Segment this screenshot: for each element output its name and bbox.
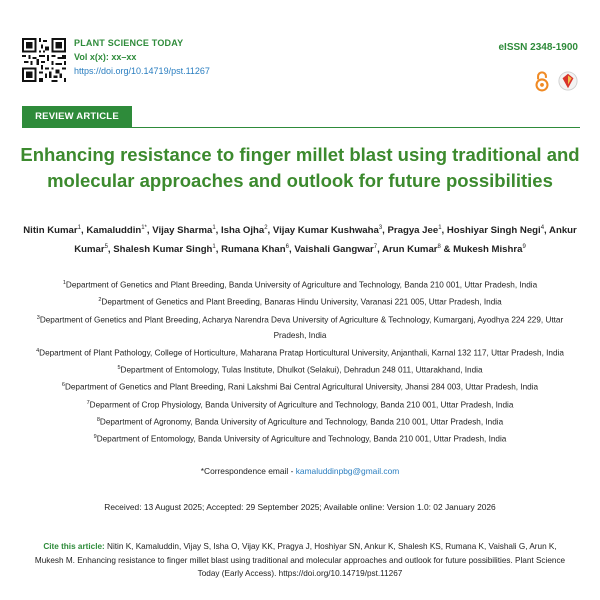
journal-volume: Vol x(x): xx–xx [74,52,137,62]
author-affiliation-marker: 1 [77,225,81,231]
affiliation-marker: 1 [62,280,66,286]
article-type-label: REVIEW ARTICLE [35,111,119,122]
affiliation [26,396,574,413]
author [294,244,382,255]
affiliation-marker: 4 [36,347,40,354]
author [152,225,221,236]
author-affiliation-marker: 1* [141,225,147,231]
affiliation-text: Department of Entomology, Banda University of Agriculture and Technology, Banda 210 001, Uttar Pradesh, India [96,434,507,444]
author [453,244,526,255]
author [221,225,273,236]
affiliation [26,413,574,430]
author-name: Arun Kumar [382,244,438,256]
author-affiliation-marker: 1 [212,225,216,231]
affiliation-marker: 8 [96,416,100,423]
author-separator: , [382,225,388,237]
author-affiliation-marker: 2 [264,225,268,231]
citation-block [32,540,568,581]
author-separator: , [267,225,273,237]
doi-link[interactable]: https://doi.org/10.14719/pst.11267 [74,66,210,76]
author-separator: , [544,225,550,237]
author-name: Mukesh Mishra [453,244,523,256]
journal-info [74,36,210,78]
affiliation-text: Department of Plant Pathology, College of Horticulture, Maharana Pratap Horticultural University, Anjanthali, Karnal 132 117, Uttar Pradesh, India [39,348,564,358]
author [221,244,294,255]
badges [532,70,578,92]
author-affiliation-marker: 5 [104,244,108,251]
author [86,225,152,236]
title-line: molecular approaches and outlook for future possibilities [47,170,553,191]
crossmark-icon[interactable] [558,70,578,92]
affiliation-text: Department of Entomology, Tulas Institute, Dhulkot (Selakui), Dehradun 248 011, Uttarakhand, India [120,365,483,375]
journal-header [22,36,578,96]
author-separator: , [146,225,153,237]
author-affiliation-marker: 7 [373,244,378,251]
author-name: Isha Ojha [221,225,265,237]
author [388,225,447,236]
affiliation [26,430,574,447]
citation-label: Cite this article: [43,542,105,551]
author-affiliation-marker: 6 [285,244,289,251]
author [273,225,388,236]
citation-doi[interactable]: https://doi.org/10.14719/pst.11267 [278,569,403,578]
author-affiliation-marker: 9 [522,244,526,251]
article-type-badge [22,106,132,128]
author-name: Pragya Jee [387,225,439,237]
correspondence-label: *Correspondence email - [200,466,296,476]
eissn: eISSN 2348-1900 [498,42,578,53]
author-separator: , [288,244,295,256]
affiliation [26,344,574,361]
journal-name: PLANT SCIENCE TODAY [74,38,184,48]
author-affiliation-marker: 1 [212,244,216,251]
affiliation-marker: 3 [36,314,40,321]
author-affiliation-marker: 1 [438,225,442,231]
author-name: Hoshiyar Singh Negi [446,225,541,237]
author-separator: & [440,244,454,256]
correspondence [0,466,600,476]
affiliation-list [26,276,574,448]
correspondence-email[interactable]: kamaluddinpbg@gmail.com [295,466,400,476]
author-name: Shalesh Kumar Singh [113,244,213,256]
author-affiliation-marker: 8 [437,244,441,251]
author-separator: , [377,244,383,256]
affiliation-marker: 2 [98,297,102,304]
author-name: Kamaluddin [86,225,142,237]
affiliation-marker: 6 [61,382,65,389]
author-name: Vijay Kumar Kushwaha [272,225,379,237]
affiliation [26,378,574,395]
affiliation-marker: 5 [117,364,121,371]
author-name: Rumana Khan [221,244,286,256]
affiliation [26,361,574,378]
affiliation-text: Department of Genetics and Plant Breeding, Banaras Hindu University, Varanasi 221 005, Uttar Pradesh, India [101,298,502,308]
affiliation-text: Department of Genetics and Plant Breeding, Rani Lakshmi Bai Central Agricultural University, Jhansi 284 003, Uttar Pradesh, India [64,382,539,392]
title-line: Enhancing resistance to finger millet blast using traditional and [20,144,580,165]
received-dates: Received: 13 August 2025; Accepted: 29 September 2025; Available online: Version 1.0: 02 January 2026 [104,502,496,512]
author-name: Vaishali Gangwar [294,244,374,256]
affiliation-text: Department of Genetics and Plant Breeding, Acharya Narendra Deva University of Agriculture & Technology, Kumarganj, Ayodhya 224 229, Uttar Pradesh, India [39,315,564,340]
author-separator: , [107,244,114,256]
author [113,244,221,255]
affiliation-marker: 9 [93,434,97,441]
affiliation-marker: 7 [86,399,90,406]
article-title [20,142,580,194]
header-divider [132,127,580,128]
open-access-icon[interactable] [532,70,552,92]
author-affiliation-marker: 3 [378,225,383,231]
affiliation [26,293,574,310]
author-separator: , [215,244,222,256]
affiliation [26,276,574,293]
author [23,225,86,236]
author-name: Nitin Kumar [23,225,78,237]
citation-text: Nitin K, Kamaluddin, Vijay S, Isha O, Vijay KK, Pragya J, Hoshiyar SN, Ankur K, Shalesh KS, Rumana K, Vaishali G, Arun K, Mukesh M. Enhancing resistance to finger millet blast using traditional and molecular approaches and outlook for future possibilities. Plant Science Today (Early Access). [34,542,566,578]
affiliation-text: Department of Agronomy, Banda University of Agriculture and Technology, Banda 210 001, Uttar Pradesh, India [99,417,504,427]
author-affiliation-marker: 4 [540,225,545,231]
qr-code-icon [22,38,66,82]
author-separator: , [80,225,87,237]
author [447,225,549,236]
affiliation-text: Deparment of Crop Physiology, Banda University of Agriculture and Technology, Banda 210 001, Uttar Pradesh, India [89,400,514,410]
affiliation [26,311,574,344]
author-name: Ankur Kumar [74,225,577,256]
author-separator: , [215,225,222,237]
affiliation-text: Department of Genetics and Plant Breeding, Banda University of Agriculture and Technology, Banda 210 001, Uttar Pradesh, India [65,280,538,290]
author-name: Vijay Sharma [152,225,213,237]
author-separator: , [441,225,447,237]
author [382,244,453,255]
author-list [20,220,580,258]
